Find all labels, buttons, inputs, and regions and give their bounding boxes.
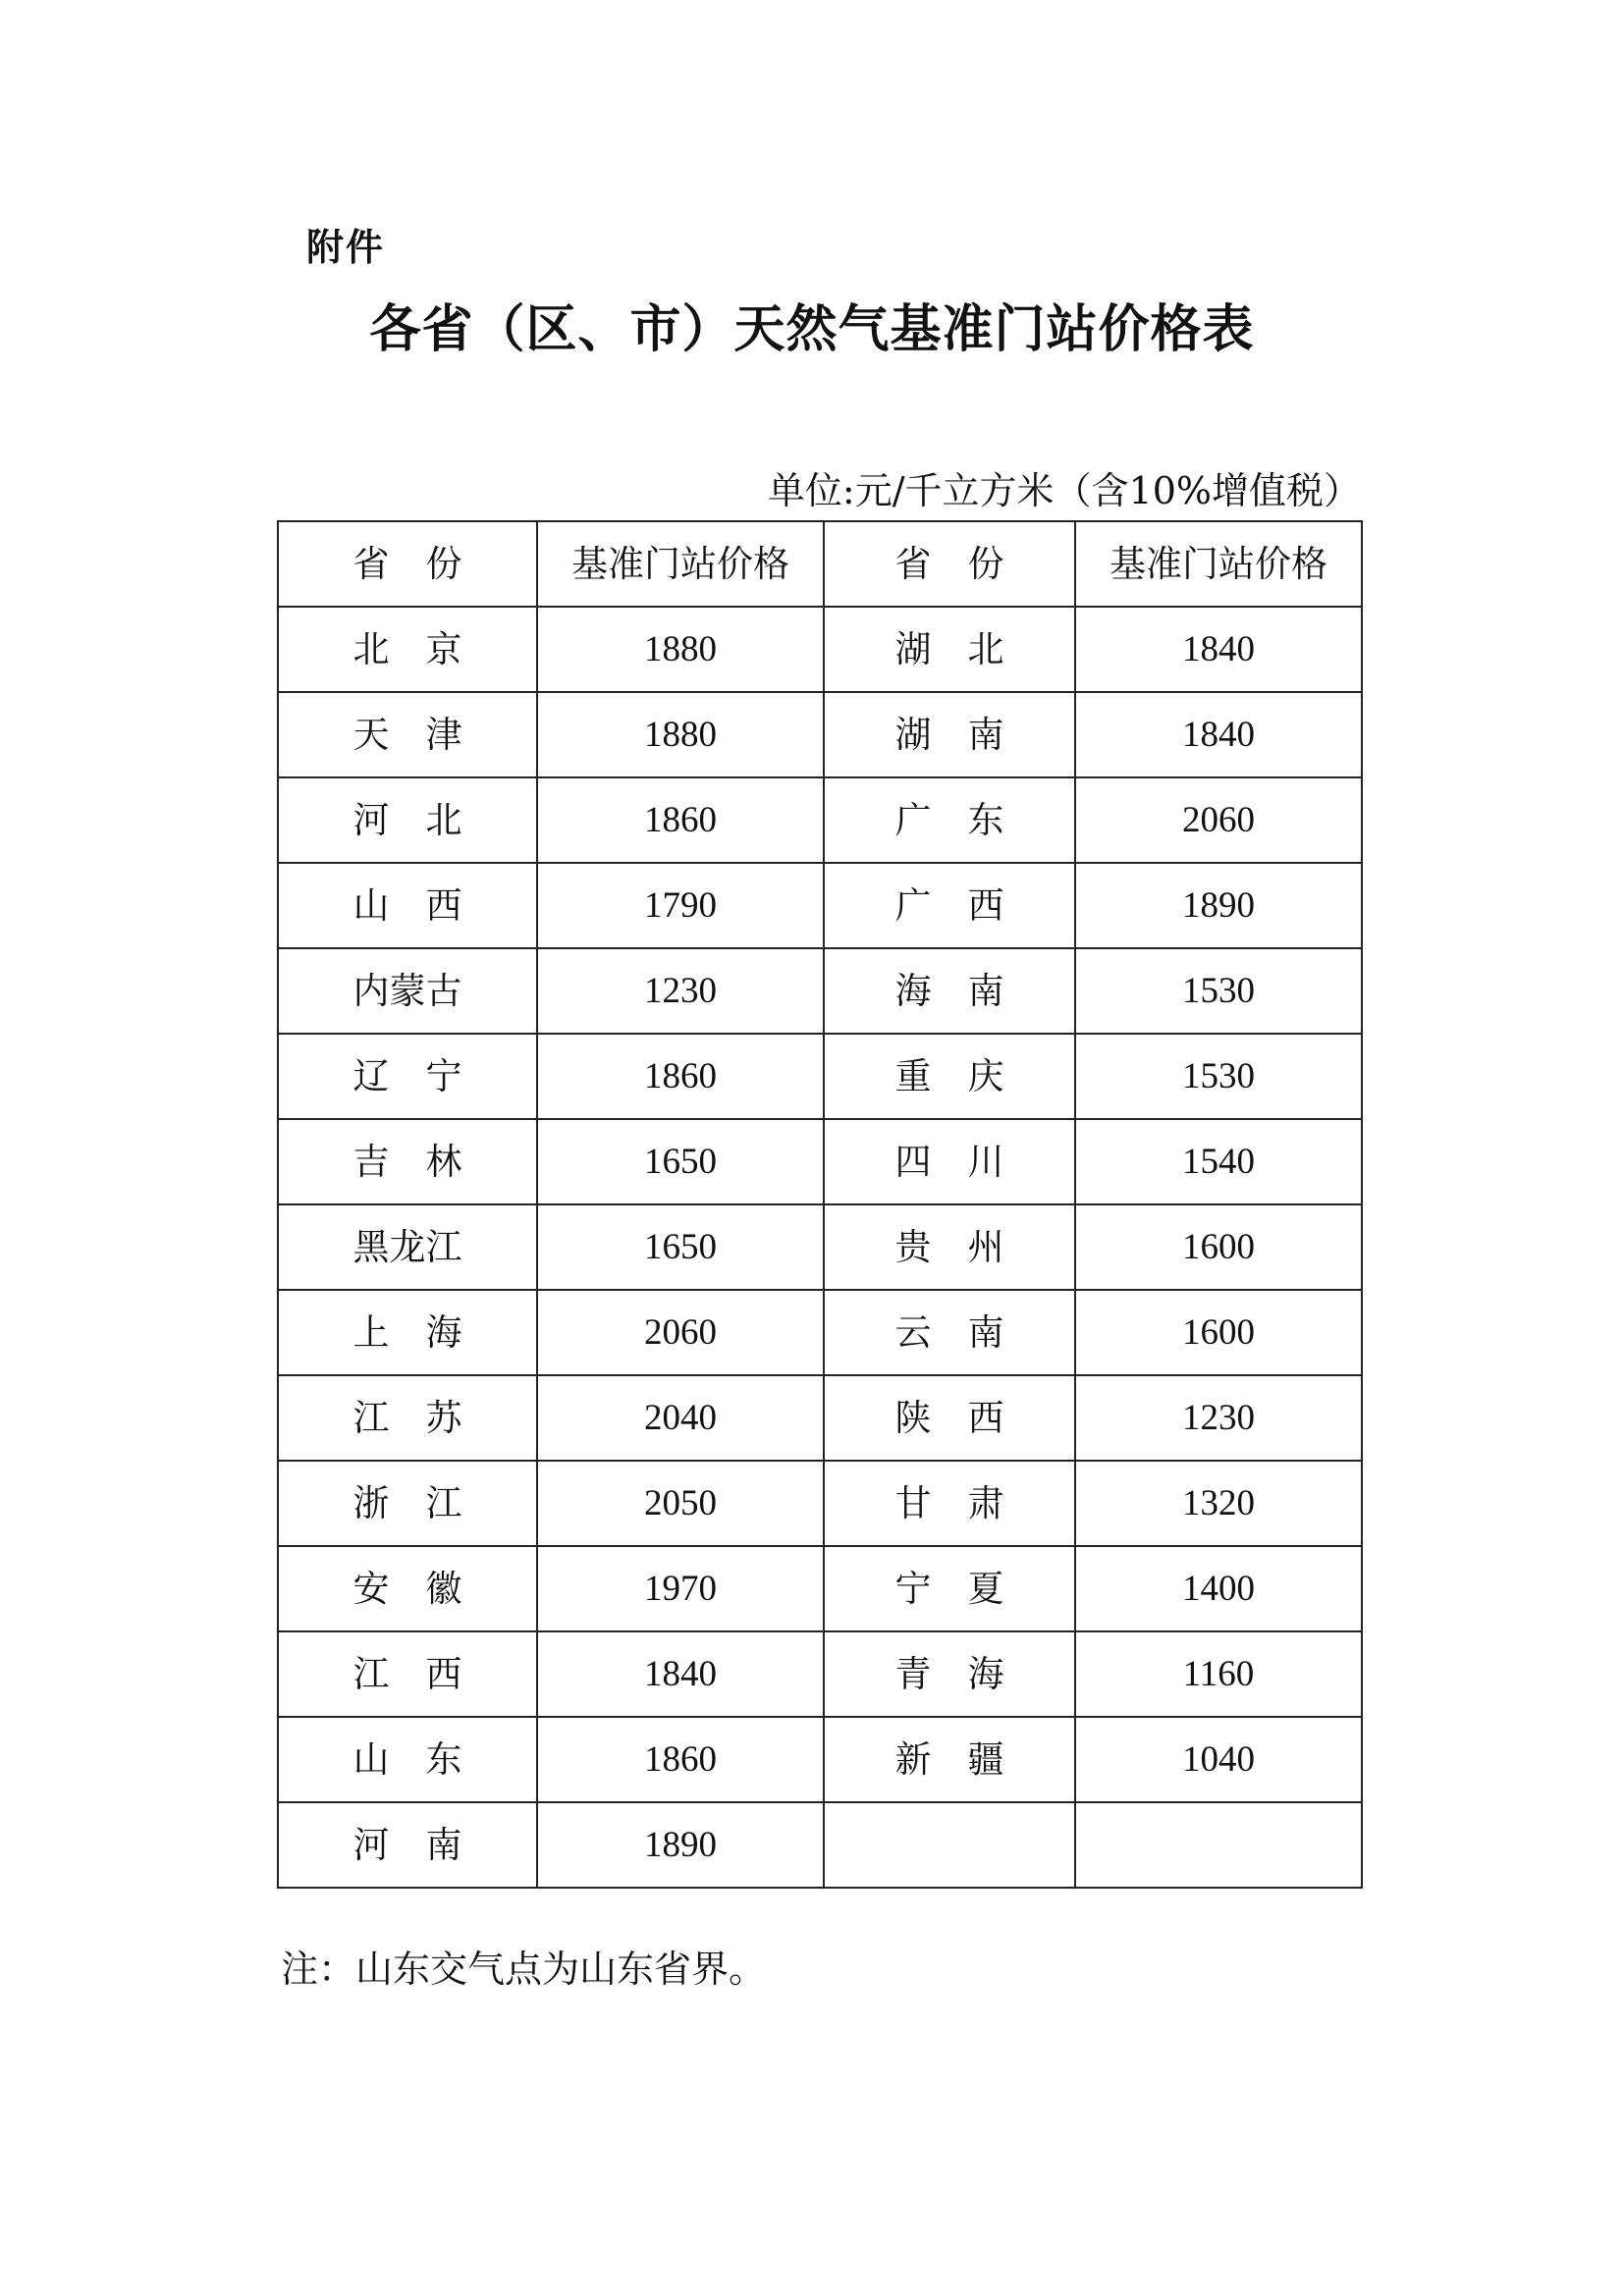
- price-cell: 1970: [537, 1546, 824, 1631]
- province-cell: 辽 宁: [278, 1034, 537, 1119]
- header-price-1: 基准门站价格: [537, 521, 824, 607]
- price-cell: 1840: [1075, 692, 1362, 777]
- province-cell: 北 京: [278, 607, 537, 692]
- price-cell: 1320: [1075, 1461, 1362, 1546]
- province-cell: 内蒙古: [278, 948, 537, 1034]
- header-province-1: 省 份: [278, 521, 537, 607]
- province-cell: 天 津: [278, 692, 537, 777]
- province-cell: [824, 1802, 1075, 1888]
- table-row: [278, 1631, 1362, 1717]
- province-cell: 山 西: [278, 863, 537, 948]
- province-cell: 广 东: [824, 777, 1075, 863]
- province-cell: 上 海: [278, 1290, 537, 1375]
- table-row: [278, 692, 1362, 777]
- table-row: [278, 1034, 1362, 1119]
- province-cell: 安 徽: [278, 1546, 537, 1631]
- price-cell: 1530: [1075, 1034, 1362, 1119]
- price-table: [277, 520, 1363, 1889]
- province-cell: 四 川: [824, 1119, 1075, 1204]
- province-cell: 青 海: [824, 1631, 1075, 1717]
- table-row: [278, 948, 1362, 1034]
- province-cell: 云 南: [824, 1290, 1075, 1375]
- price-cell: 1530: [1075, 948, 1362, 1034]
- table-row: [278, 1375, 1362, 1461]
- price-cell: 1230: [537, 948, 824, 1034]
- price-cell: 1890: [1075, 863, 1362, 948]
- price-cell: 1400: [1075, 1546, 1362, 1631]
- table-body: [278, 607, 1362, 1888]
- unit-note: 单位:元/千立方米（含10%增值税）: [767, 469, 1361, 512]
- province-cell: 甘 肃: [824, 1461, 1075, 1546]
- province-cell: 贵 州: [824, 1204, 1075, 1290]
- province-cell: 广 西: [824, 863, 1075, 948]
- table-row: [278, 1802, 1362, 1888]
- price-cell: 1600: [1075, 1290, 1362, 1375]
- price-cell: 1040: [1075, 1717, 1362, 1802]
- province-cell: 湖 北: [824, 607, 1075, 692]
- price-cell: 1650: [537, 1119, 824, 1204]
- price-cell: 2060: [537, 1290, 824, 1375]
- province-cell: 河 南: [278, 1802, 537, 1888]
- price-cell: 1600: [1075, 1204, 1362, 1290]
- province-cell: 新 疆: [824, 1717, 1075, 1802]
- price-cell: 1160: [1075, 1631, 1362, 1717]
- province-cell: 浙 江: [278, 1461, 537, 1546]
- province-cell: 河 北: [278, 777, 537, 863]
- price-cell: 1890: [537, 1802, 824, 1888]
- province-cell: 陕 西: [824, 1375, 1075, 1461]
- price-cell: 2050: [537, 1461, 824, 1546]
- price-cell: 1540: [1075, 1119, 1362, 1204]
- table-row: [278, 1290, 1362, 1375]
- province-cell: 海 南: [824, 948, 1075, 1034]
- price-cell: 2040: [537, 1375, 824, 1461]
- province-cell: 山 东: [278, 1717, 537, 1802]
- attachment-label: 附件: [306, 226, 386, 269]
- table-row: [278, 607, 1362, 692]
- province-cell: 江 西: [278, 1631, 537, 1717]
- price-cell: 1860: [537, 1034, 824, 1119]
- price-cell: [1075, 1802, 1362, 1888]
- table-row: [278, 1119, 1362, 1204]
- price-cell: 1790: [537, 863, 824, 948]
- province-cell: 湖 南: [824, 692, 1075, 777]
- table-row: [278, 1717, 1362, 1802]
- price-cell: 1860: [537, 777, 824, 863]
- price-cell: 1860: [537, 1717, 824, 1802]
- price-cell: 1650: [537, 1204, 824, 1290]
- price-cell: 1840: [537, 1631, 824, 1717]
- table-row: [278, 863, 1362, 948]
- price-cell: 1880: [537, 692, 824, 777]
- price-cell: 1230: [1075, 1375, 1362, 1461]
- price-cell: 1880: [537, 607, 824, 692]
- page-title: 各省（区、市）天然气基准门站价格表: [369, 300, 1255, 359]
- header-price-2: 基准门站价格: [1075, 521, 1362, 607]
- province-cell: 黑龙江: [278, 1204, 537, 1290]
- province-cell: 吉 林: [278, 1119, 537, 1204]
- table-row: [278, 777, 1362, 863]
- table-row: [278, 1461, 1362, 1546]
- price-cell: 2060: [1075, 777, 1362, 863]
- footnote: 注：山东交气点为山东省界。: [281, 1948, 767, 1991]
- table-header-row: [278, 521, 1362, 607]
- province-cell: 重 庆: [824, 1034, 1075, 1119]
- table-row: [278, 1204, 1362, 1290]
- province-cell: 江 苏: [278, 1375, 537, 1461]
- table-row: [278, 1546, 1362, 1631]
- price-cell: 1840: [1075, 607, 1362, 692]
- header-province-2: 省 份: [824, 521, 1075, 607]
- province-cell: 宁 夏: [824, 1546, 1075, 1631]
